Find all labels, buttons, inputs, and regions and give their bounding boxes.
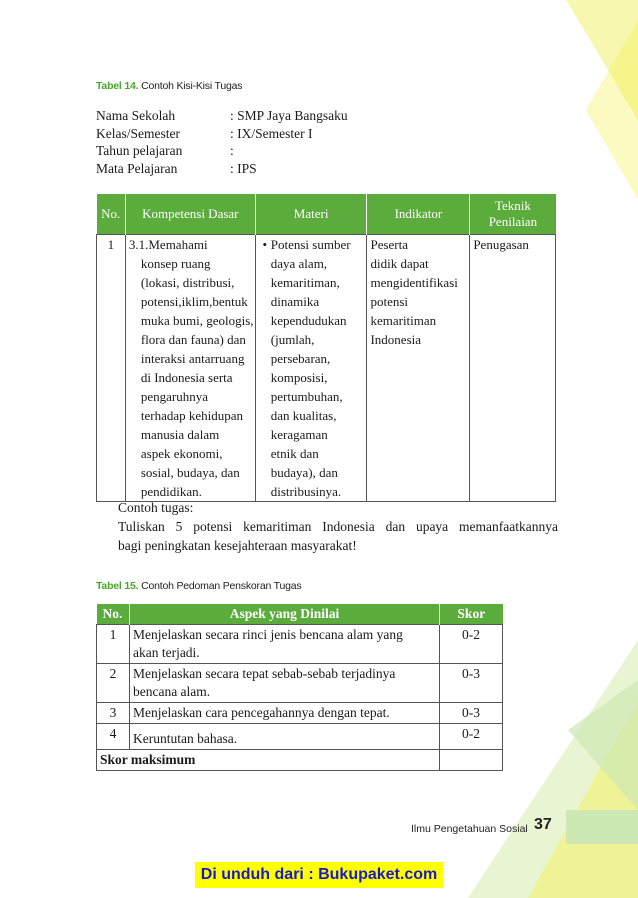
info-value: : SMP Jaya Bangsaku (230, 108, 348, 123)
table14-caption-label: Tabel 14. (96, 80, 139, 92)
cell-aspek (129, 703, 439, 724)
bullet-item (259, 235, 367, 501)
text-line: Indonesia (370, 332, 422, 347)
header-materi: Materi (255, 194, 367, 235)
table15 (96, 604, 503, 771)
table14 (96, 194, 556, 502)
text-line: potensi,iklim,bentuk (140, 294, 248, 309)
table-row (97, 664, 503, 703)
cell-kompetensi (125, 235, 255, 502)
task-body (118, 517, 558, 555)
text-line: komposisi, (270, 370, 328, 385)
header-skor: Skor (440, 604, 503, 625)
info-value: : (230, 143, 234, 158)
total-value (440, 750, 503, 771)
task-title: Contoh tugas: (118, 500, 194, 515)
page-number: 37 (534, 816, 552, 833)
table15-caption (96, 580, 301, 592)
book-title: Ilmu Pengetahuan Sosial (411, 823, 528, 835)
text-line: Potensi sumber (270, 237, 351, 252)
cell-no: 1 (97, 625, 130, 664)
text-line: 3.1.Memahami (128, 237, 208, 252)
info-key: Nama Sekolah (96, 108, 176, 123)
text-line: Menjelaskan cara pencegahannya dengan tepat. (132, 705, 390, 720)
text-line: (jumlah, (270, 332, 315, 347)
table14-caption (96, 80, 242, 92)
task-line: bagi peningkatan kesejahteraan masyarakat! (118, 538, 357, 553)
text-line: aspek ekonomi, (140, 446, 223, 461)
text-line: Menjelaskan secara rinci jenis bencana alam yang (132, 627, 403, 642)
header-no: No. (97, 194, 126, 235)
total-label: Skor maksimum (97, 750, 440, 771)
cell-aspek (129, 724, 439, 750)
cell-indikator (367, 235, 470, 502)
text-line: di Indonesia serta (140, 370, 233, 385)
table-row (97, 703, 503, 724)
school-info (96, 107, 348, 177)
cell-no: 4 (97, 724, 130, 750)
cell-skor: 0-2 (440, 724, 503, 750)
task-example (118, 498, 558, 555)
text-line: didik dapat (370, 256, 429, 271)
table-row (97, 235, 556, 502)
text-line: sosial, budaya, dan (140, 465, 240, 480)
text-line: potensi (370, 294, 409, 309)
cell-aspek (129, 664, 439, 703)
cell-aspek (129, 625, 439, 664)
text-line: persebaran, (270, 351, 331, 366)
text-line: mengidentifikasi (370, 275, 458, 290)
page-number-bar (566, 810, 638, 844)
cell-no: 2 (97, 664, 130, 703)
header-aspek: Aspek yang Dinilai (129, 604, 439, 625)
text-line: kemaritiman, (270, 275, 340, 290)
text-line: manusia dalam (140, 427, 220, 442)
cell-no: 1 (97, 235, 126, 502)
table15-caption-label: Tabel 15. (96, 580, 139, 592)
text-line: pendidikan. (140, 484, 202, 499)
table15-header-row (97, 604, 503, 625)
text-line: pengaruhnya (140, 389, 208, 404)
text-line: terhadap kehidupan (140, 408, 244, 423)
header-teknik (470, 194, 556, 235)
table-total-row (97, 750, 503, 771)
bullet-text (271, 235, 351, 501)
download-banner: Di unduh dari : Bukupaket.com (195, 862, 443, 888)
text-line: Peserta (370, 237, 409, 252)
table15-caption-text: Contoh Pedoman Penskoran Tugas (141, 580, 302, 592)
text-line: kependudukan (270, 313, 347, 328)
info-row (96, 107, 348, 125)
text-line: distribusinya. (270, 484, 342, 499)
info-key: Mata Pelajaran (96, 160, 178, 176)
info-value: : IPS (230, 160, 257, 176)
text-line: akan terjadi. (132, 645, 200, 660)
text-line: pertumbuhan, (270, 389, 343, 404)
info-row (96, 160, 348, 178)
header-no: No. (97, 604, 130, 625)
text-line: Menjelaskan secara tepat sebab-sebab terjadinya (132, 666, 396, 681)
text-line: etnik dan (270, 446, 319, 461)
header-teknik-line: Teknik (494, 198, 531, 213)
info-row (96, 142, 348, 160)
task-line: Tuliskan 5 potensi kemaritiman Indonesia dan upaya memanfaatkannya (118, 519, 558, 534)
table14-header-row (97, 194, 556, 235)
text-line: (lokasi, distribusi, (140, 275, 235, 290)
header-indikator: Indikator (367, 194, 470, 235)
corner-decoration (556, 0, 638, 260)
text-line: kemaritiman (370, 313, 437, 328)
text-line: interaksi antarruang (140, 351, 245, 366)
info-key: Tahun pelajaran (96, 143, 183, 158)
cell-skor: 0-3 (440, 664, 503, 703)
text-line: dan kualitas, (270, 408, 337, 423)
cell-skor: 0-2 (440, 625, 503, 664)
cell-skor: 0-3 (440, 703, 503, 724)
cell-no: 3 (97, 703, 130, 724)
text-line: dinamika (270, 294, 320, 309)
text-line: Keruntutan bahasa. (132, 731, 238, 746)
cell-materi (255, 235, 367, 502)
text-line: muka bumi, geologis, (140, 313, 254, 328)
text-line: bencana alam. (132, 684, 211, 699)
text-line: konsep ruang (140, 256, 211, 271)
text-line: flora dan fauna) dan (140, 332, 246, 347)
bullet-icon: • (262, 237, 268, 252)
table-row (97, 724, 503, 750)
table-row (97, 625, 503, 664)
cell-teknik: Penugasan (470, 235, 556, 502)
text-line: budaya), dan (270, 465, 338, 480)
info-row (96, 125, 348, 143)
header-teknik-line: Penilaian (488, 214, 538, 229)
table14-caption-text: Contoh Kisi-Kisi Tugas (141, 80, 243, 92)
info-value: : IX/Semester I (230, 125, 313, 141)
text-line: keragaman (270, 427, 328, 442)
text-line: daya alam, (270, 256, 328, 271)
info-key: Kelas/Semester (96, 125, 180, 141)
header-kompetensi: Kompetensi Dasar (125, 194, 255, 235)
